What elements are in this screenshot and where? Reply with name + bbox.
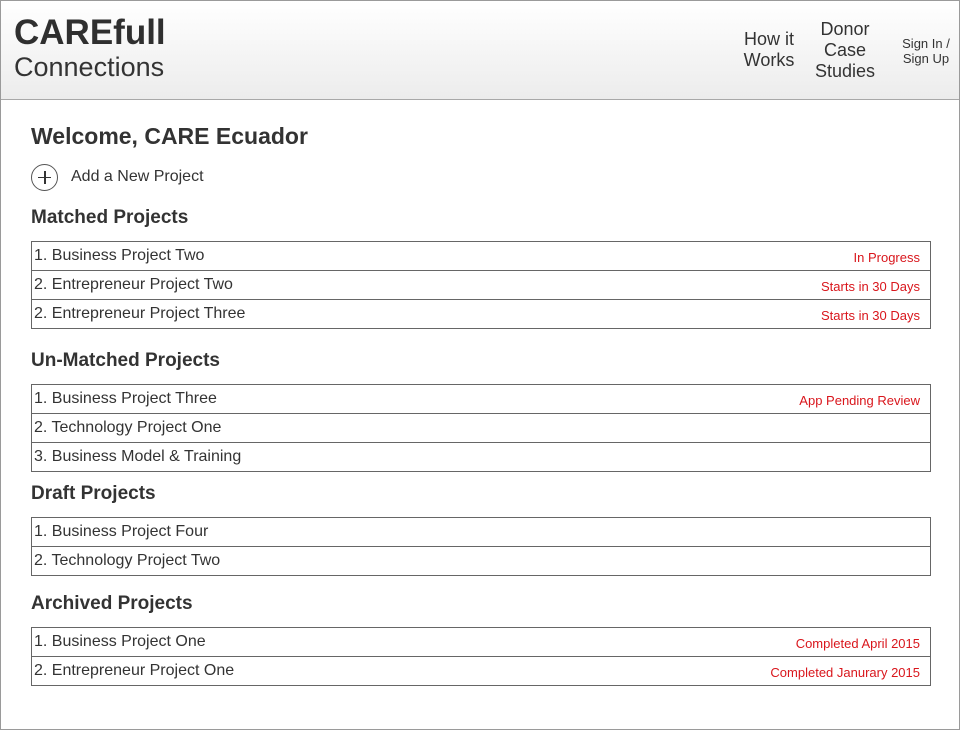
project-status: In Progress xyxy=(853,250,920,265)
archived-projects-list xyxy=(31,627,931,686)
unmatched-projects-list xyxy=(31,384,931,472)
project-name: 1. Business Project Four xyxy=(34,523,209,540)
project-row[interactable] xyxy=(31,546,931,576)
nav-how-it-works-link[interactable]: How it Works xyxy=(743,29,795,70)
sign-in-sign-up-link[interactable]: Sign In / Sign Up xyxy=(902,36,950,66)
project-row[interactable] xyxy=(31,627,931,657)
brand-name: CAREfull xyxy=(14,13,166,52)
add-new-project-button[interactable] xyxy=(31,162,204,192)
logo[interactable] xyxy=(14,15,166,81)
project-status: Completed Janurary 2015 xyxy=(770,665,920,680)
project-name: 1. Business Project Two xyxy=(34,247,205,264)
project-row[interactable] xyxy=(31,656,931,686)
section-title-draft: Draft Projects xyxy=(31,483,156,504)
nav-donor-case-studies-link[interactable]: Donor Case Studies xyxy=(814,19,876,81)
project-name: 2. Technology Project One xyxy=(34,419,222,436)
project-name: 1. Business Project One xyxy=(34,633,206,650)
plus-circle-icon[interactable] xyxy=(31,164,58,191)
matched-projects-list xyxy=(31,241,931,329)
project-row[interactable] xyxy=(31,442,931,472)
project-name: 1. Business Project Three xyxy=(34,390,217,407)
add-new-project-label: Add a New Project xyxy=(71,168,204,185)
page-title: Welcome, CARE Ecuador xyxy=(31,123,308,149)
section-title-archived: Archived Projects xyxy=(31,593,193,614)
section-title-unmatched: Un-Matched Projects xyxy=(31,350,220,371)
project-name: 2. Technology Project Two xyxy=(34,552,221,569)
project-status: App Pending Review xyxy=(799,393,920,408)
project-status: Completed April 2015 xyxy=(795,636,920,651)
project-row[interactable] xyxy=(31,299,931,329)
project-name: 2. Entrepreneur Project Three xyxy=(34,305,246,322)
project-row[interactable] xyxy=(31,384,931,414)
section-title-matched: Matched Projects xyxy=(31,207,189,228)
project-name: 2. Entrepreneur Project One xyxy=(34,662,235,679)
project-status: Starts in 30 Days xyxy=(821,279,920,294)
project-status: Starts in 30 Days xyxy=(821,308,920,323)
project-name: 3. Business Model & Training xyxy=(34,448,242,465)
project-row[interactable] xyxy=(31,517,931,547)
project-name: 2. Entrepreneur Project Two xyxy=(34,276,233,293)
brand-subtitle: Connections xyxy=(14,52,165,82)
draft-projects-list xyxy=(31,517,931,576)
site-header xyxy=(1,1,959,100)
project-row[interactable] xyxy=(31,241,931,271)
project-row[interactable] xyxy=(31,413,931,443)
project-row[interactable] xyxy=(31,270,931,300)
